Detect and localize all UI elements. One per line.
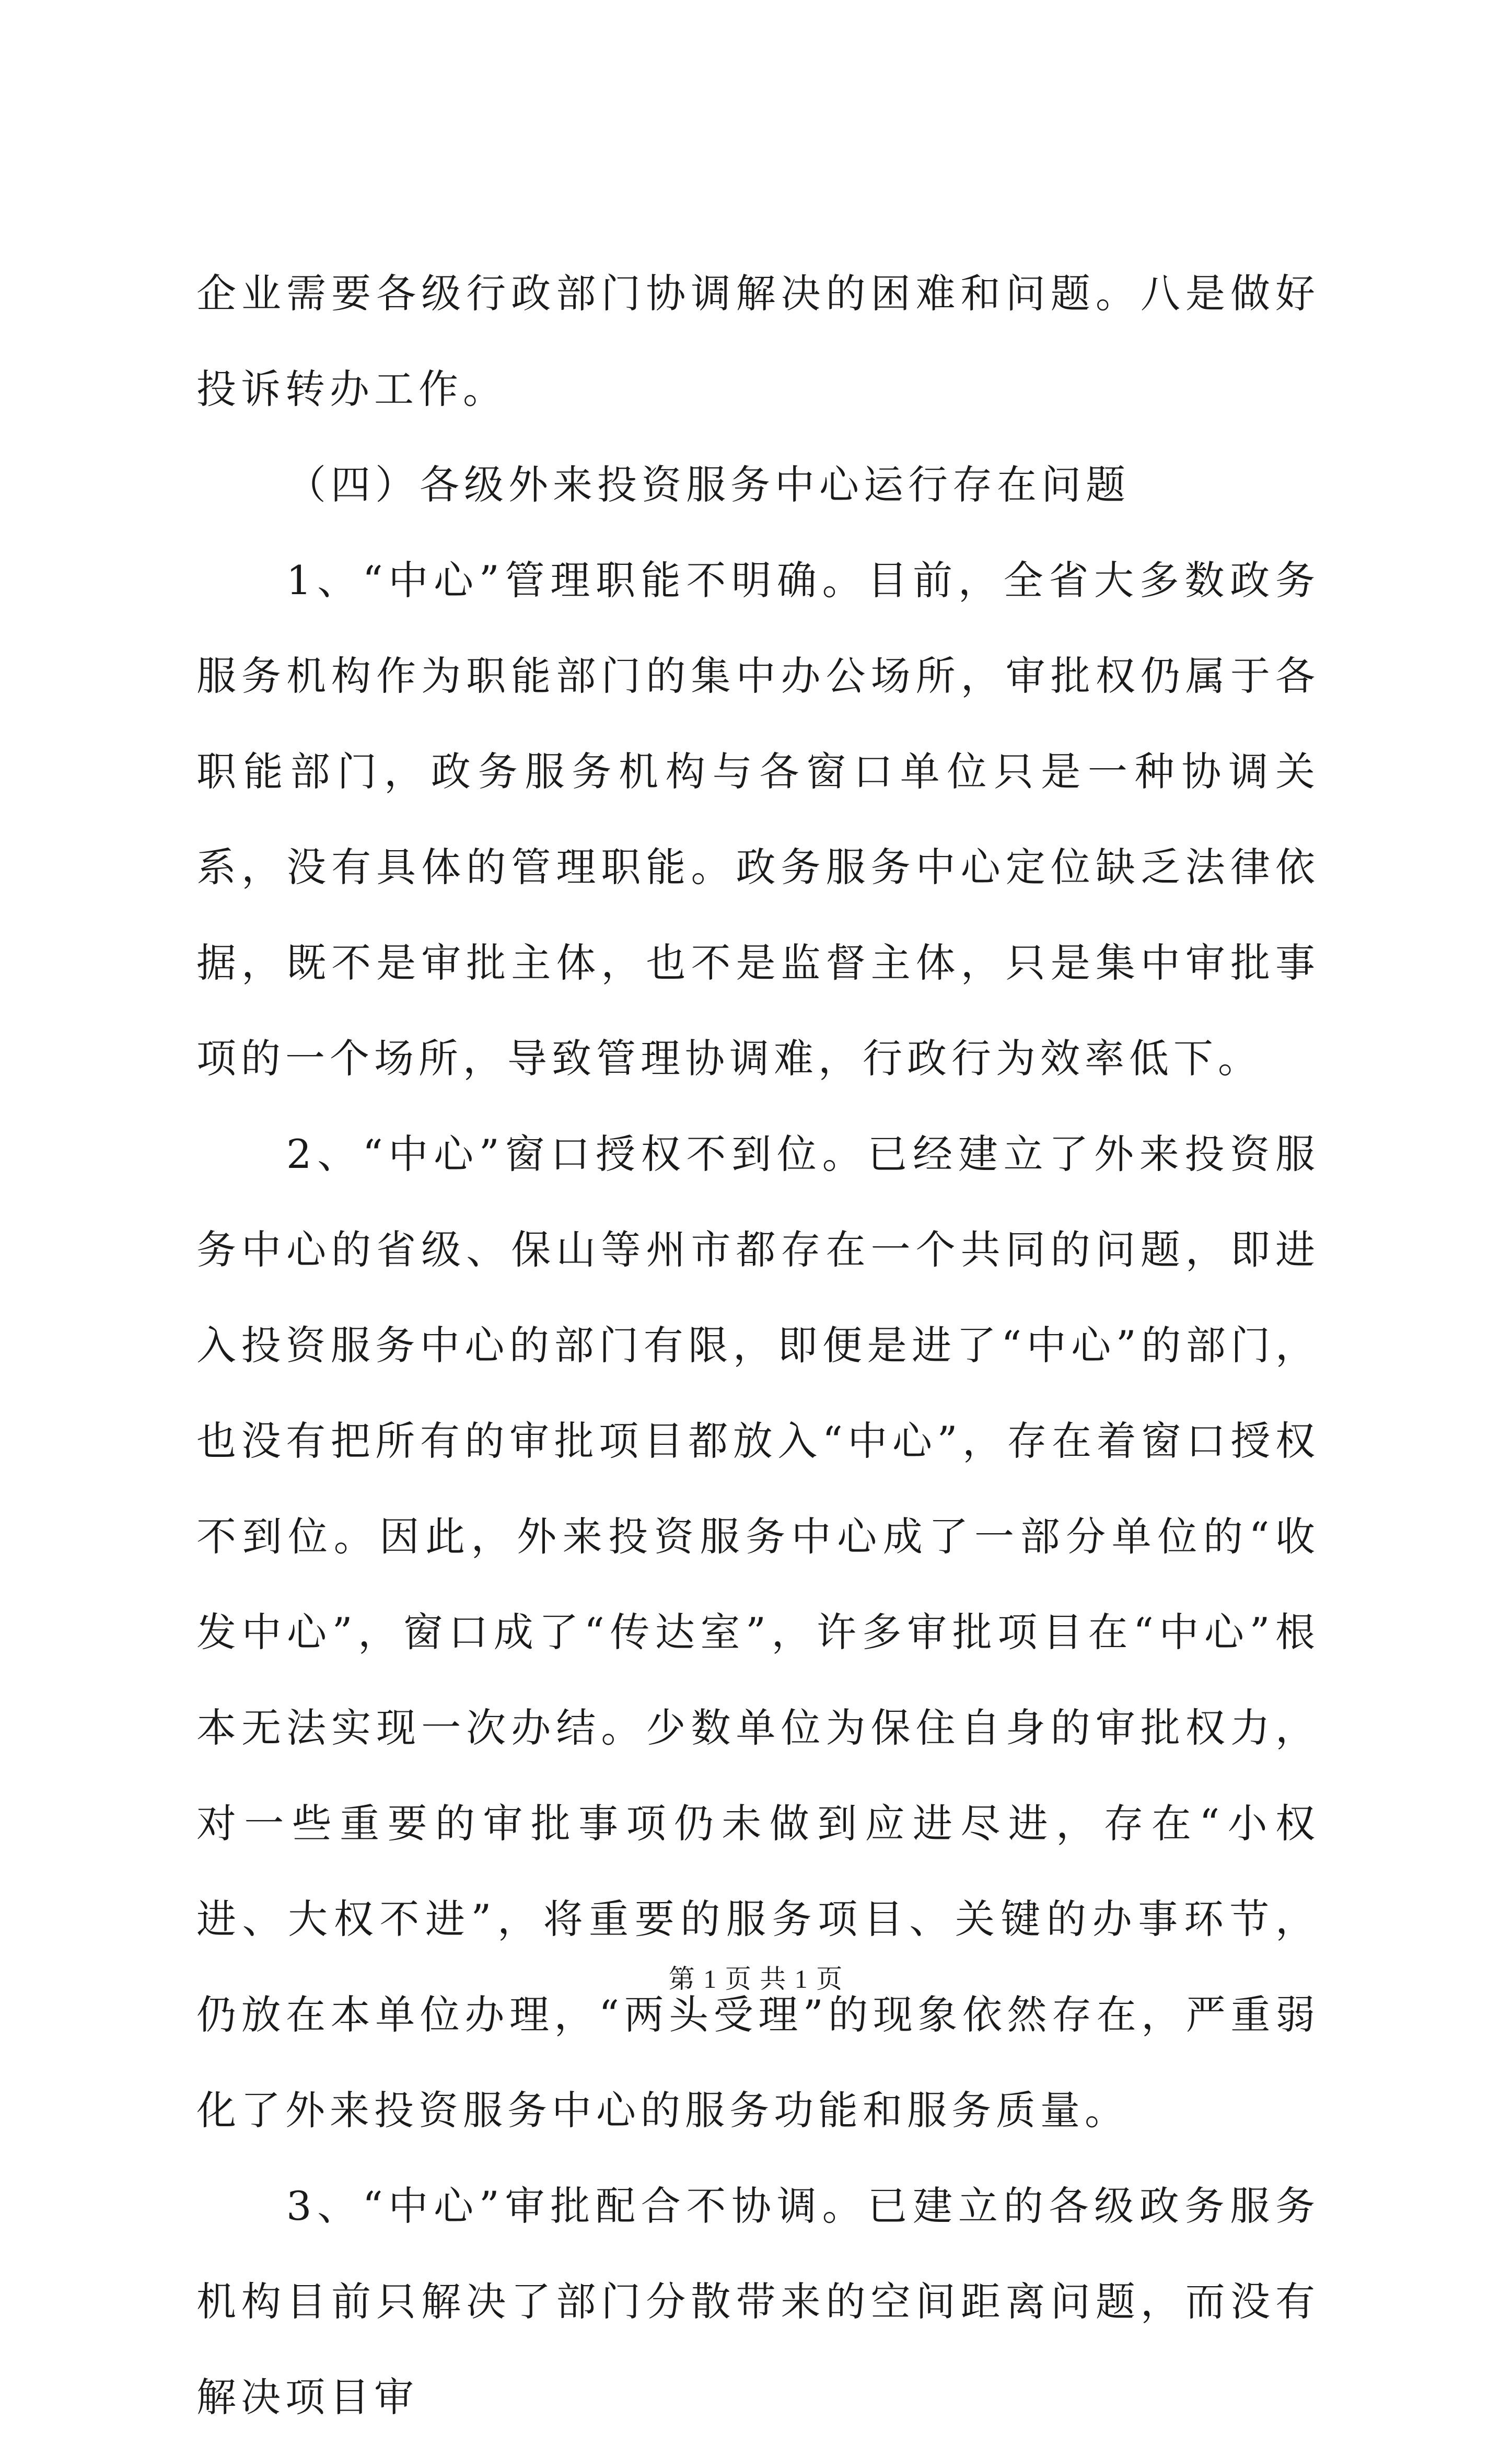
paragraph-continuation: 企业需要各级行政部门协调解决的困难和问题。八是做好投诉转办工作。: [196, 270, 1320, 412]
paragraph-item-3: 3、“中心”审批配合不协调。已建立的各级政务服务机构目前只解决了部门分散带来的空间距离问题，而没有解决项目审: [196, 2183, 1320, 2420]
paragraph-item-2: 2、“中心”窗口授权不到位。已经建立了外来投资服务中心的省级、保山等州市都存在一个共同的问题，即进入投资服务中心的部门有限，即便是进了“中心”的部门，也没有把所有的审批项目都放入“中心”，存在着窗口授权不到位。因此，外来投资服务中心成了一部分单位的“收发中心”，窗口成了“传达室”，许多审批项目在“中心”根本无法实现一次办结。少数单位为保住自身的审批权力，对一些重要的审批事项仍未做到应进尽进，存在“小权进、大权不进”，将重要的服务项目、关键的办事环节，仍放在本单位办理，“两头受理”的现象依然存在，严重弱化了外来投资服务中心的服务功能和服务质量。: [196, 1131, 1320, 2134]
document-body: [196, 246, 1320, 2445]
paragraph-item-1: 1、“中心”管理职能不明确。目前，全省大多数政务服务机构作为职能部门的集中办公场所，审批权仍属于各职能部门，政务服务机构与各窗口单位只是一种协调关系，没有具体的管理职能。政务服务中心定位缺乏法律依据，既不是审批主体，也不是监督主体，只是集中审批事项的一个场所，导致管理协调难，行政行为效率低下。: [196, 557, 1320, 1082]
section-heading: （四）各级外来投资服务中心运行存在问题: [286, 461, 1130, 508]
page-footer: 第 1 页 共 1 页: [668, 1964, 844, 1994]
